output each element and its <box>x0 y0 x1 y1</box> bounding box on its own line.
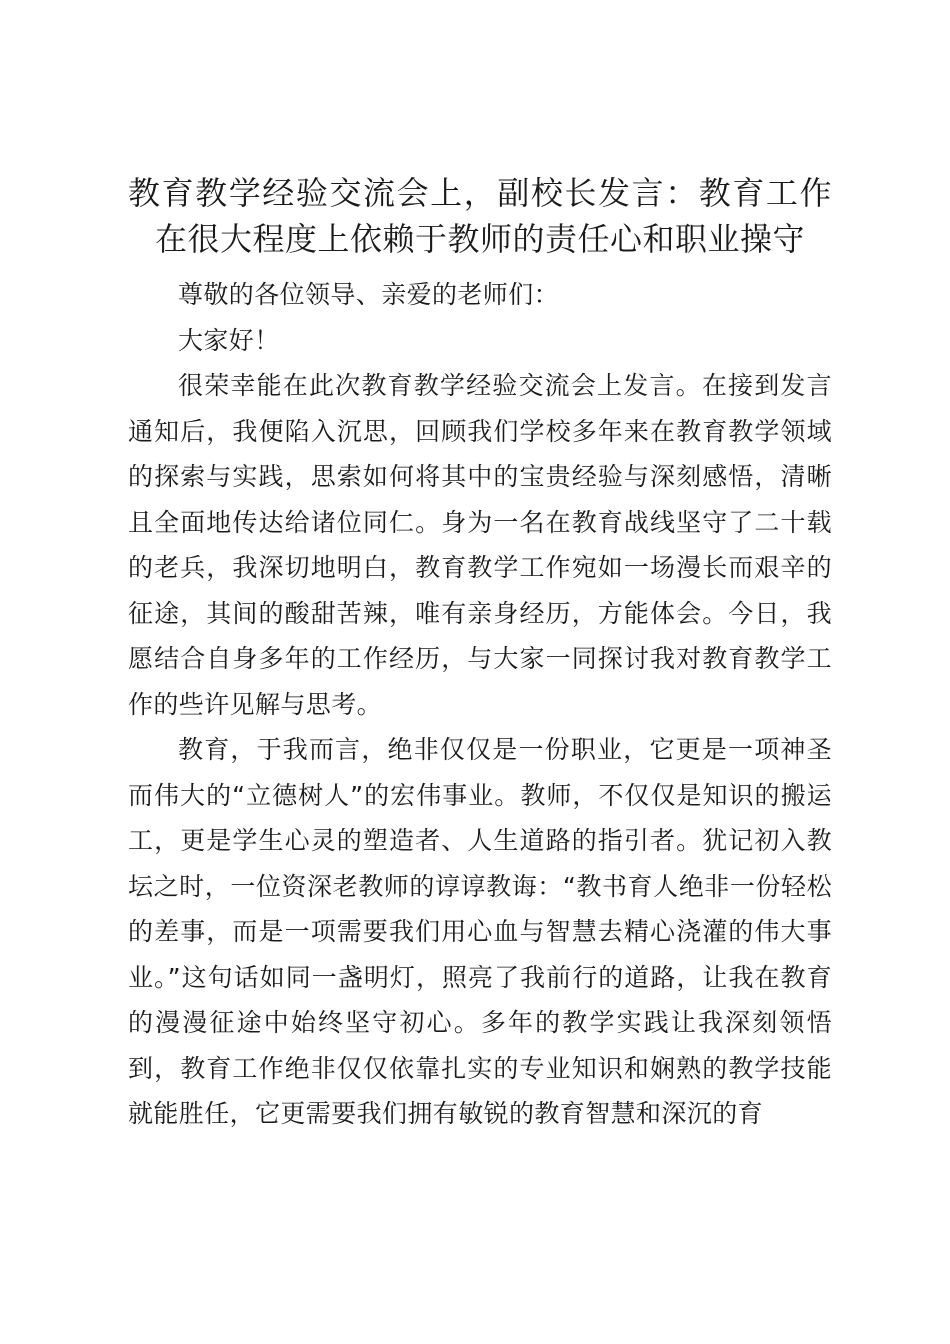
document-page <box>128 170 832 1137</box>
paragraph: 教育，于我而言，绝非仅仅是一份职业，它更是一项神圣而伟大的“立德树人”的宏伟事业。教师，不仅仅是知识的搬运工，更是学生心灵的塑造者、人生道路的指引者。犹记初入教坛之时，一位资深老教师的谆谆教诲：“教书育人绝非一份轻松的差事，而是一项需要我们用心血与智慧去精心浇灌的伟大事业。”这句话如同一盏明灯，照亮了我前行的道路，让我在教育的漫漫征途中始终坚守初心。多年的教学实践让我深刻领悟到，教育工作绝非仅仅依靠扎实的专业知识和娴熟的教学技能就能胜任，它更需要我们拥有敏锐的教育智慧和深沉的育 <box>128 735 832 1128</box>
paragraph: 很荣幸能在此次教育教学经验交流会上发言。在接到发言通知后，我便陷入沉思，回顾我们学校多年来在教育教学领域的探索与实践，思索如何将其中的宝贵经验与深刻感悟，清晰且全面地传达给诸位同仁。身为一名在教育战线坚守了二十载的老兵，我深切地明白，教育教学工作宛如一场漫长而艰辛的征途，其间的酸甜苦辣，唯有亲身经历，方能体会。今日，我愿结合自身多年的工作经历，与大家一同探讨我对教育教学工作的些许见解与思考。 <box>128 371 832 719</box>
document-title: 教育教学经验交流会上，副校长发言：教育工作在很大程度上依赖于教师的责任心和职业操守 <box>128 174 832 258</box>
salutation: 尊敬的各位领导、亲爱的老师们： <box>178 280 560 309</box>
greeting: 大家好！ <box>178 325 280 355</box>
document-body <box>128 272 832 1137</box>
